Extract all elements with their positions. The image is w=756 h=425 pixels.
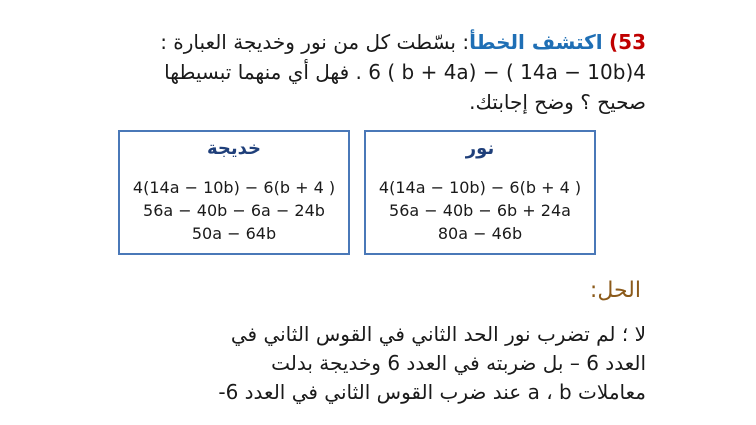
khadija-box [118, 130, 350, 255]
noor-step-2: 56a − 40b − 6b + 24a [389, 201, 571, 220]
solution-label: الحل: [589, 278, 641, 303]
noor-step-3: 80a − 46b [437, 224, 523, 243]
solution-line-1: لا ؛ لم تضرب نور الحد الثاني في القوس الثاني في [230, 322, 646, 346]
solution-line-3: معاملات a ، b عند ضرب القوس الثاني في العدد 6- [218, 380, 646, 404]
khadija-step-2: 56a − 40b − 6a − 24b [143, 201, 325, 220]
question-number: 53) [609, 30, 646, 54]
solution-line-2: العدد 6 – بل ضربته في العدد 6 وخديجة بدلت [271, 351, 646, 375]
khadija-step-1: 4(14a − 10b) − 6(b + 4 ) [132, 178, 336, 197]
noor-title: نور [465, 138, 495, 159]
question-title: اكتشف الخطأ [469, 30, 603, 54]
noor-box [364, 130, 596, 255]
question-line-2: 4(14a − 10b ) − 6 ( b + 4a) . فهل أي منهما تبسيطها [164, 60, 646, 84]
question-line-1 [160, 28, 646, 56]
question-line-1-rest: : بسّطت كل من نور وخديجة العبارة : [160, 30, 470, 54]
khadija-step-3: 50a − 64b [191, 224, 277, 243]
noor-step-1: 4(14a − 10b) − 6(b + 4 ) [378, 178, 582, 197]
khadija-title: خديجة [206, 138, 262, 159]
question-line-3: صحيح ؟ وضح إجابتك. [469, 90, 646, 114]
